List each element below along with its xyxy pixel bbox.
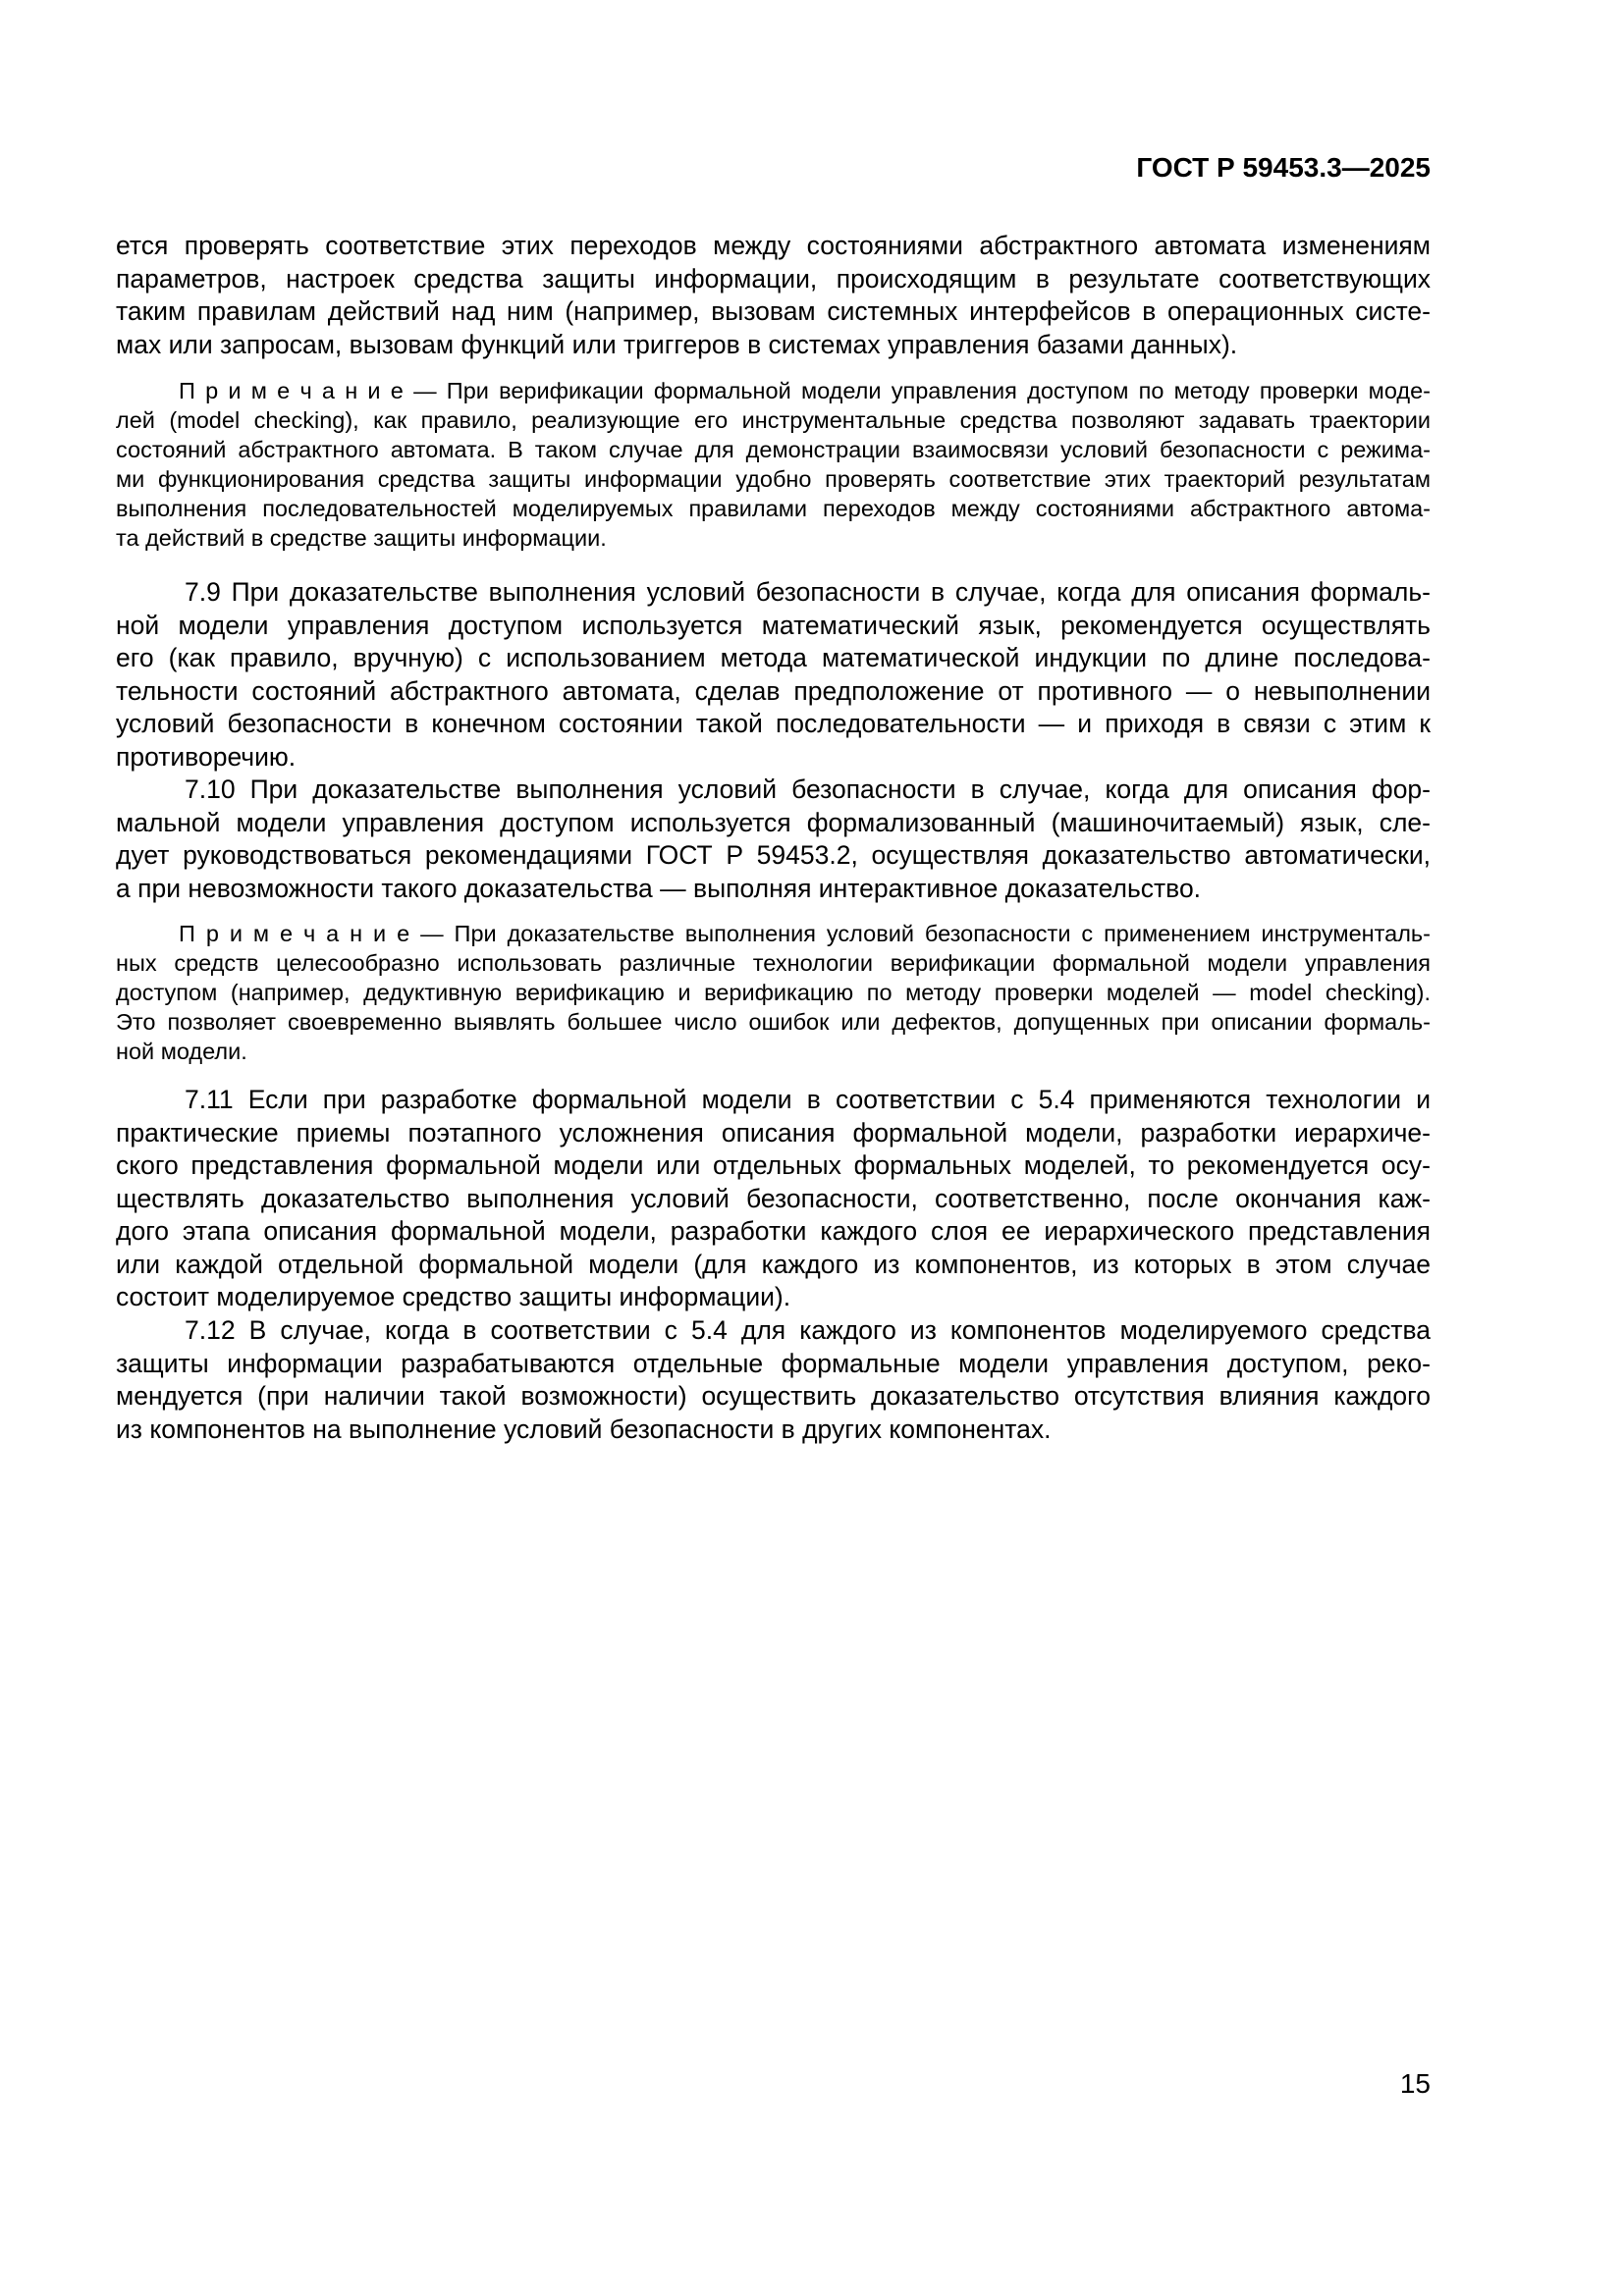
text-line: ной модели. [116, 1039, 247, 1064]
text-line: мальной модели управления доступом используется формализованный (машиночитаемый) язык, сле- [116, 807, 1431, 837]
note-model-checking [116, 376, 1431, 553]
text-line: мах или запросам, вызовам функций или триггеров в системах управления базами данных). [116, 329, 1238, 359]
text-line: ского представления формальной модели или отдельных формальных моделей, то рекомендуется осу- [116, 1150, 1431, 1180]
text-line: а при невозможности такого доказательства — выполняя интерактивное доказательство. [116, 873, 1202, 903]
text-line: ется проверять соответствие этих переходов между состояниями абстрактного автомата изменениям [116, 231, 1431, 260]
paragraph-clause-7-9 [116, 576, 1431, 774]
text-line: таким правилам действий над ним (например, вызовам системных интерфейсов в операционных систе- [116, 296, 1431, 326]
text-line: 7.11 Если при разработке формальной модели в соответствии с 5.4 применяются технологии и [185, 1085, 1431, 1114]
paragraph-clause-7-12 [116, 1314, 1431, 1446]
text-line: П р и м е ч а н и е — При верификации формальной модели управления доступом по методу проверки моде- [179, 378, 1431, 403]
text-line: доступом (например, дедуктивную верификацию и верификацию по методу проверки моделей — model checking). [116, 980, 1431, 1005]
text-line: 7.12 В случае, когда в соответствии с 5.4 для каждого из компонентов моделируемого средства [185, 1315, 1431, 1345]
text-line: состояний абстрактного автомата. В таком случае для демонстрации взаимосвязи условий безопасности с режима- [116, 437, 1431, 462]
note-proof-tools [116, 919, 1431, 1066]
text-line: ной модели управления доступом используется математический язык, рекомендуется осуществлять [116, 610, 1431, 640]
text-line: ных средств целесообразно использовать различные технологии верификации формальной модели управления [116, 950, 1431, 976]
paragraph-continuation [116, 230, 1431, 361]
text-line: 7.9 При доказательстве выполнения условий безопасности в случае, когда для описания формаль- [185, 577, 1431, 607]
text-line: лей (model checking), как правило, реализующие его инструментальные средства позволяют задавать траектории [116, 407, 1431, 433]
text-line: из компонентов на выполнение условий безопасности в других компонентах. [116, 1414, 1052, 1444]
text-line: условий безопасности в конечном состоянии такой последовательности — и приходя в связи с этим к [116, 709, 1431, 738]
text-line: или каждой отдельной формальной модели (для каждого из компонентов, из которых в этом случае [116, 1249, 1431, 1279]
text-line: состоит моделируемое средство защиты информации). [116, 1282, 791, 1311]
text-line: 7.10 При доказательстве выполнения условий безопасности в случае, когда для описания фор- [185, 774, 1431, 804]
text-line: противоречию. [116, 741, 297, 772]
text-line: П р и м е ч а н и е — При доказательстве выполнения условий безопасности с применением инструменталь- [179, 921, 1431, 946]
text-line: мендуется (при наличии такой возможности) осуществить доказательство отсутствия влияния каждого [116, 1381, 1431, 1411]
page-number: 15 [1399, 2068, 1431, 2099]
text-line: его (как правило, вручную) с использованием метода математической индукции по длине последова- [116, 643, 1431, 672]
standard-code-header: ГОСТ Р 59453.3—2025 [1136, 152, 1431, 183]
text-line: выполнения последовательностей моделируемых правилами переходов между состояниями абстрактного автома- [116, 496, 1431, 521]
text-line: дого этапа описания формальной модели, разработки каждого слоя ее иерархического представления [116, 1216, 1431, 1246]
text-line: ми функционирования средства защиты информации удобно проверять соответствие этих траекторий результатам [116, 466, 1431, 492]
text-line: ществлять доказательство выполнения условий безопасности, соответственно, после окончания каж- [116, 1183, 1431, 1213]
text-line: практические приемы поэтапного усложнения описания формальной модели, разработки иерархиче- [116, 1117, 1431, 1148]
paragraph-clause-7-11 [116, 1084, 1431, 1314]
text-line: та действий в средстве защиты информации. [116, 525, 607, 551]
text-line: тельности состояний абстрактного автомата, сделав предположение от противного — о невыполнении [116, 675, 1431, 706]
paragraph-clause-7-10 [116, 774, 1431, 905]
text-line: Это позволяет своевременно выявлять большее число ошибок или дефектов, допущенных при описании формаль- [116, 1009, 1431, 1035]
text-line: дует руководствоваться рекомендациями ГОСТ Р 59453.2, осуществляя доказательство автоматически, [116, 840, 1431, 870]
text-line: параметров, настроек средства защиты информации, происходящим в результате соответствующих [116, 263, 1431, 294]
text-line: защиты информации разрабатываются отдельные формальные модели управления доступом, реко- [116, 1348, 1431, 1378]
